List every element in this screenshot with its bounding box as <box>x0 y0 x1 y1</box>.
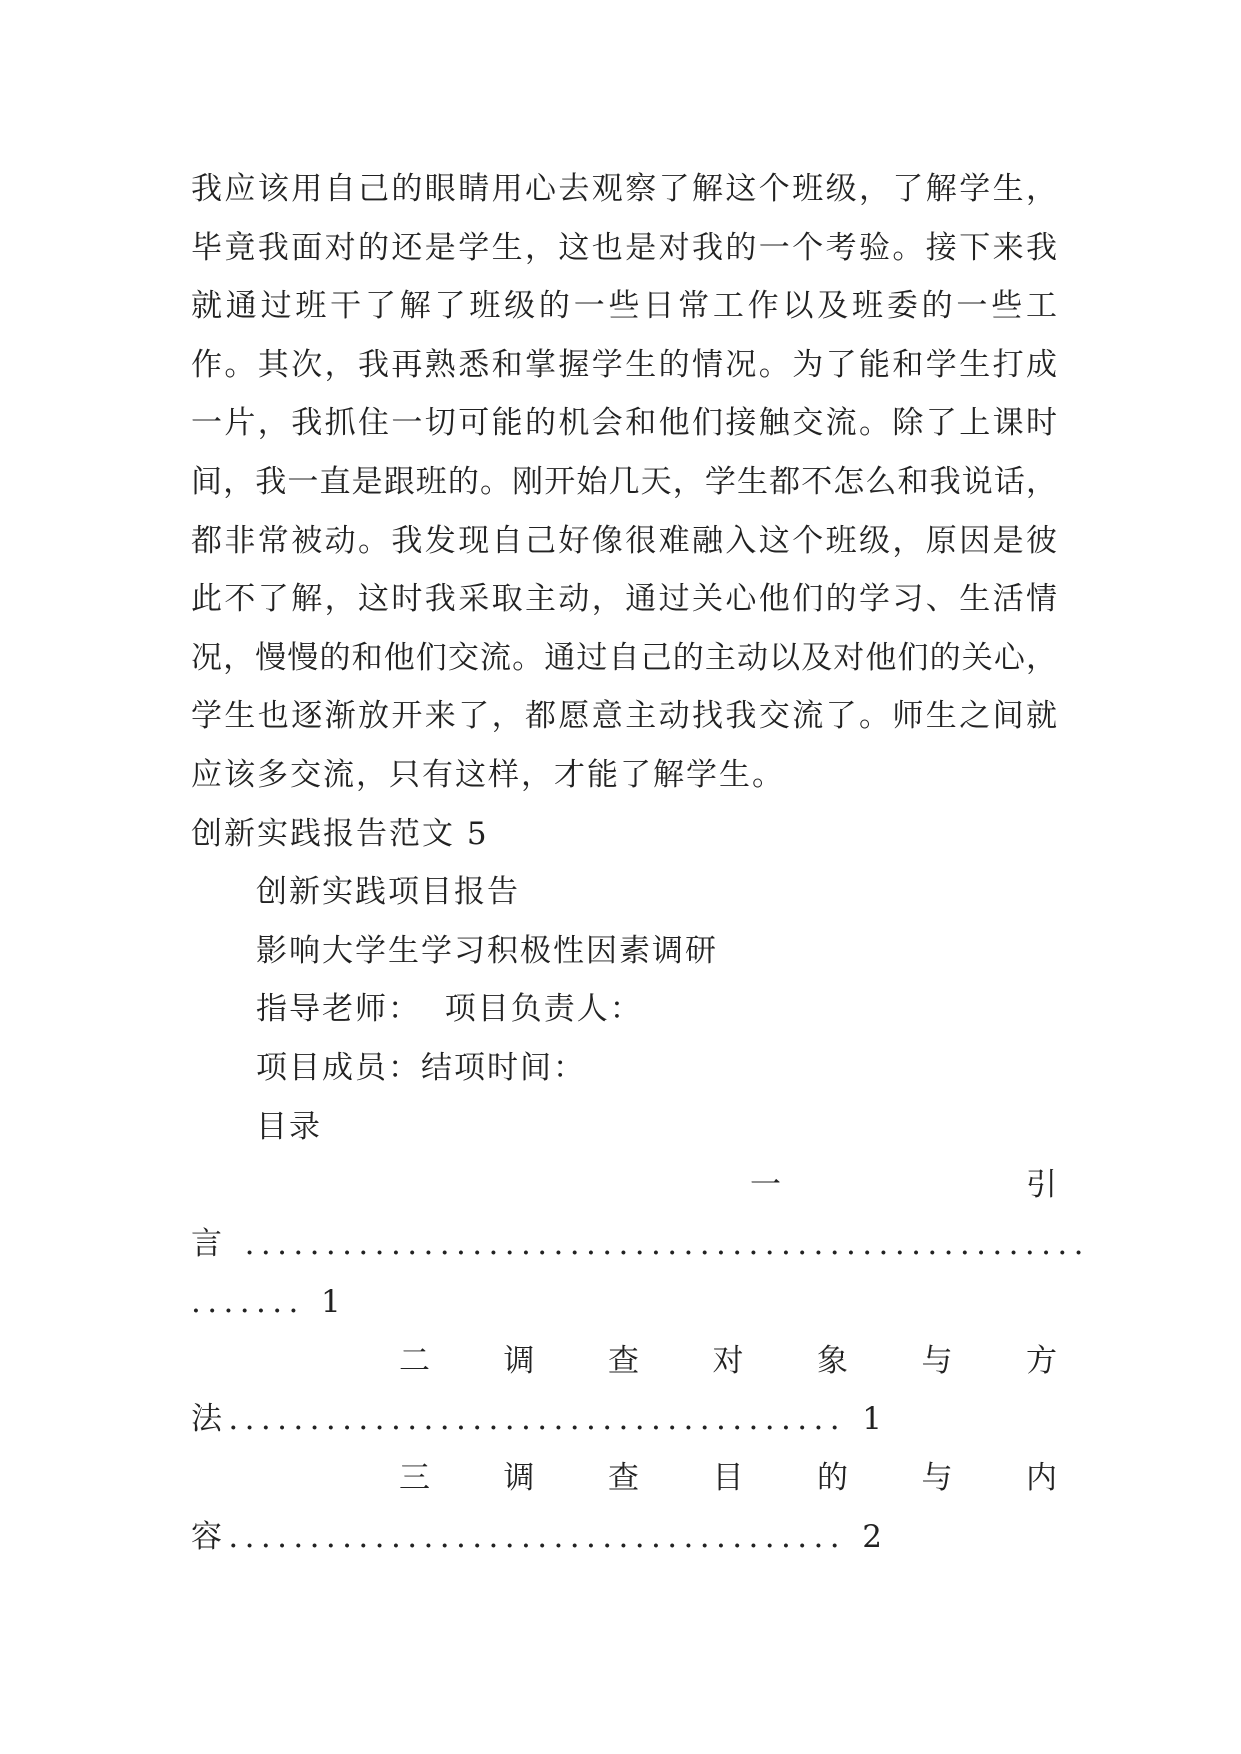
paragraph-line: 此不了解，这时我采取主动，通过关心他们的学习、生活情 <box>191 581 1057 618</box>
paragraph-line: 作。其次，我再熟悉和掌握学生的情况。为了能和学生打成 <box>191 346 1057 383</box>
toc-line <box>399 1449 1057 1508</box>
paragraph-line: 我应该用自己的眼睛用心去观察了解这个班级，了解学生， <box>191 171 1057 207</box>
toc-spread-char: 一 <box>750 1167 781 1204</box>
toc-spread-char: 调 <box>503 1460 535 1497</box>
toc-line: ....... 1 <box>191 1284 348 1321</box>
toc-spread-char: 内 <box>1026 1460 1057 1497</box>
toc-heading: 目录 <box>256 1108 322 1145</box>
toc-line: 言 .................................................... <box>191 1225 1090 1262</box>
toc-spread-char: 调 <box>503 1342 535 1379</box>
toc-line: 容...................................... 2 <box>191 1518 889 1555</box>
toc-line <box>399 1332 1057 1391</box>
toc-spread-char: 的 <box>817 1460 848 1497</box>
paragraph-line: 就通过班干了解了班级的一些日常工作以及班委的一些工 <box>191 288 1057 325</box>
toc-spread-char: 三 <box>399 1460 430 1497</box>
paragraph-line: 都非常被动。我发现自己好像很难融入这个班级，原因是彼 <box>191 522 1057 559</box>
paragraph-line: 一片，我抓住一切可能的机会和他们接触交流。除了上课时 <box>191 405 1057 442</box>
paragraph-line: 学生也逐渐放开来了，都愿意主动找我交流了。师生之间就 <box>191 698 1057 735</box>
toc-spread-char: 引 <box>1026 1167 1057 1204</box>
toc-spread-char: 目 <box>712 1460 744 1497</box>
paragraph-line: 况，慢慢的和他们交流。通过自己的主动以及对他们的关心， <box>191 639 1057 676</box>
toc-spread-char: 方 <box>1026 1342 1057 1379</box>
page-content <box>191 160 1090 1566</box>
members-line: 项目成员：结项时间： <box>256 1049 586 1086</box>
toc-spread-char: 与 <box>921 1342 953 1379</box>
advisor-line: 指导老师： 项目负责人： <box>256 991 643 1028</box>
section-heading: 创新实践报告范文 5 <box>191 815 489 852</box>
toc-spread-char: 与 <box>921 1460 953 1497</box>
paragraph-line: 毕竟我面对的还是学生，这也是对我的一个考验。接下来我 <box>191 229 1057 266</box>
toc-spread-char: 象 <box>817 1342 848 1379</box>
report-title: 创新实践项目报告 <box>256 874 520 911</box>
toc-line: 法...................................... 1 <box>191 1401 889 1438</box>
toc-spread-char: 对 <box>712 1342 744 1379</box>
paragraph-last-line: 应该多交流，只有这样，才能了解学生。 <box>191 756 785 793</box>
toc-line <box>750 1156 1057 1215</box>
report-subtitle: 影响大学生学习积极性因素调研 <box>256 932 718 969</box>
toc-spread-char: 二 <box>399 1342 430 1379</box>
toc-spread-char: 查 <box>608 1460 639 1497</box>
toc-spread-char: 查 <box>608 1342 639 1379</box>
paragraph-line: 间，我一直是跟班的。刚开始几天，学生都不怎么和我说话， <box>191 463 1057 500</box>
